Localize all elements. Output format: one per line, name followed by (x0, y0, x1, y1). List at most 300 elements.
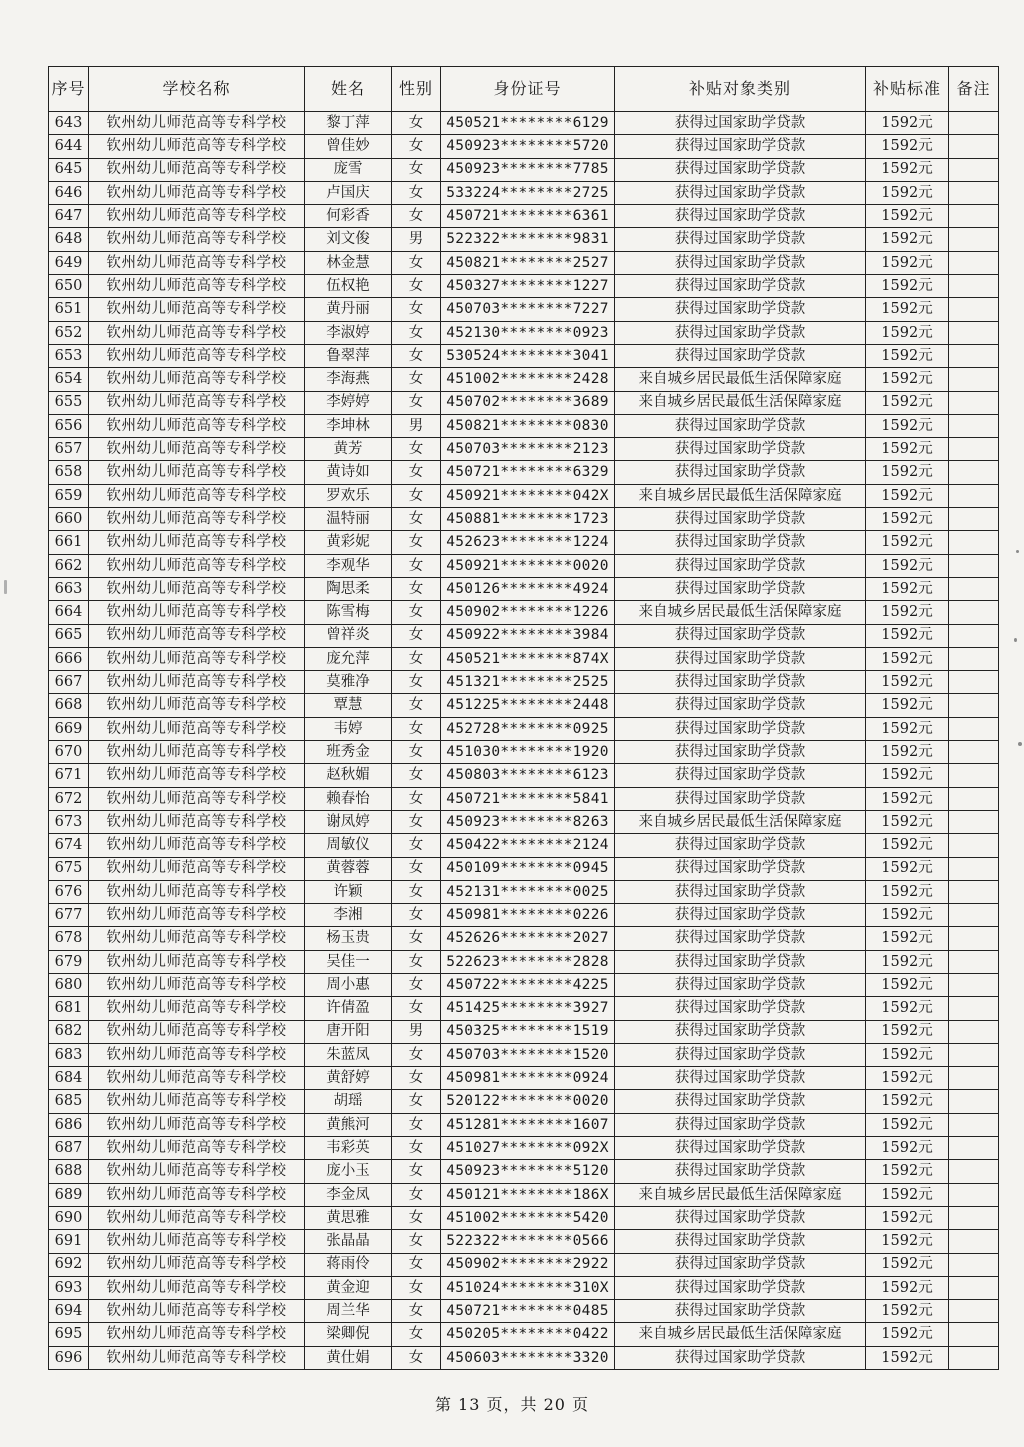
row-subsidy-category: 获得过国家助学贷款 (615, 1160, 866, 1183)
row-serial: 666 (49, 647, 89, 670)
row-school: 钦州幼儿师范高等专科学校 (89, 391, 305, 414)
table-row (49, 1253, 999, 1276)
row-id-number: 450121********186X (441, 1183, 615, 1206)
row-remarks (949, 904, 999, 927)
row-serial: 692 (49, 1253, 89, 1276)
row-gender: 女 (392, 741, 441, 764)
row-school: 钦州幼儿师范高等专科学校 (89, 554, 305, 577)
header-serial: 序号 (49, 67, 89, 112)
table-row (49, 950, 999, 973)
table-row (49, 275, 999, 298)
row-subsidy-amount: 1592元 (866, 181, 949, 204)
table-row (49, 368, 999, 391)
row-id-number: 450981********0924 (441, 1067, 615, 1090)
row-name: 李观华 (305, 554, 392, 577)
row-gender: 女 (392, 624, 441, 647)
row-school: 钦州幼儿师范高等专科学校 (89, 228, 305, 251)
header-id-number: 身份证号 (441, 67, 615, 112)
row-school: 钦州幼儿师范高等专科学校 (89, 1253, 305, 1276)
row-name: 李湘 (305, 904, 392, 927)
row-serial: 663 (49, 577, 89, 600)
row-name: 黄丹丽 (305, 298, 392, 321)
row-name: 覃慧 (305, 694, 392, 717)
row-id-number: 450821********2527 (441, 251, 615, 274)
row-subsidy-category: 获得过国家助学贷款 (615, 228, 866, 251)
row-remarks (949, 484, 999, 507)
row-id-number: 450821********0830 (441, 414, 615, 437)
row-school: 钦州幼儿师范高等专科学校 (89, 1323, 305, 1346)
row-name: 许颖 (305, 880, 392, 903)
row-subsidy-amount: 1592元 (866, 1206, 949, 1229)
row-gender: 女 (392, 251, 441, 274)
row-remarks (949, 880, 999, 903)
row-gender: 女 (392, 1067, 441, 1090)
row-serial: 665 (49, 624, 89, 647)
row-name: 曾佳妙 (305, 135, 392, 158)
row-gender: 女 (392, 764, 441, 787)
row-name: 卢国庆 (305, 181, 392, 204)
row-name: 韦婷 (305, 717, 392, 740)
row-id-number: 451027********092X (441, 1137, 615, 1160)
row-remarks (949, 112, 999, 135)
row-school: 钦州幼儿师范高等专科学校 (89, 647, 305, 670)
row-subsidy-category: 来自城乡居民最低生活保障家庭 (615, 368, 866, 391)
row-id-number: 451024********310X (441, 1276, 615, 1299)
table-row (49, 810, 999, 833)
table-row (49, 205, 999, 228)
row-id-number: 450126********4924 (441, 577, 615, 600)
table-row (49, 601, 999, 624)
row-name: 周兰华 (305, 1300, 392, 1323)
row-remarks (949, 554, 999, 577)
row-serial: 660 (49, 508, 89, 531)
row-gender: 女 (392, 1230, 441, 1253)
row-remarks (949, 624, 999, 647)
table-row (49, 484, 999, 507)
row-id-number: 451225********2448 (441, 694, 615, 717)
row-gender: 女 (392, 1160, 441, 1183)
row-id-number: 450721********0485 (441, 1300, 615, 1323)
table-row (49, 1043, 999, 1066)
row-id-number: 451002********2428 (441, 368, 615, 391)
row-name: 黄彩妮 (305, 531, 392, 554)
row-serial: 691 (49, 1230, 89, 1253)
row-remarks (949, 927, 999, 950)
row-gender: 女 (392, 321, 441, 344)
row-name: 班秀金 (305, 741, 392, 764)
row-subsidy-amount: 1592元 (866, 1276, 949, 1299)
row-subsidy-amount: 1592元 (866, 368, 949, 391)
row-remarks (949, 1300, 999, 1323)
table-row (49, 391, 999, 414)
row-subsidy-amount: 1592元 (866, 904, 949, 927)
row-name: 何彩香 (305, 205, 392, 228)
row-school: 钦州幼儿师范高等专科学校 (89, 601, 305, 624)
row-name: 庞小玉 (305, 1160, 392, 1183)
row-name: 曾祥炎 (305, 624, 392, 647)
row-name: 林金慧 (305, 251, 392, 274)
row-gender: 女 (392, 298, 441, 321)
row-subsidy-amount: 1592元 (866, 135, 949, 158)
row-subsidy-category: 获得过国家助学贷款 (615, 1230, 866, 1253)
row-subsidy-category: 获得过国家助学贷款 (615, 135, 866, 158)
row-serial: 687 (49, 1137, 89, 1160)
row-serial: 688 (49, 1160, 89, 1183)
row-remarks (949, 205, 999, 228)
row-subsidy-amount: 1592元 (866, 1300, 949, 1323)
row-id-number: 452130********0923 (441, 321, 615, 344)
row-remarks (949, 368, 999, 391)
row-serial: 647 (49, 205, 89, 228)
row-remarks (949, 1206, 999, 1229)
row-gender: 女 (392, 950, 441, 973)
row-serial: 643 (49, 112, 89, 135)
row-id-number: 451030********1920 (441, 741, 615, 764)
row-name: 周小惠 (305, 973, 392, 996)
row-name: 庞雪 (305, 158, 392, 181)
row-name: 周敏仪 (305, 834, 392, 857)
row-subsidy-amount: 1592元 (866, 1230, 949, 1253)
row-remarks (949, 1323, 999, 1346)
row-id-number: 450721********6329 (441, 461, 615, 484)
row-id-number: 452728********0925 (441, 717, 615, 740)
row-subsidy-category: 获得过国家助学贷款 (615, 904, 866, 927)
row-subsidy-amount: 1592元 (866, 1020, 949, 1043)
row-subsidy-amount: 1592元 (866, 1323, 949, 1346)
row-name: 赵秋媚 (305, 764, 392, 787)
row-id-number: 452131********0025 (441, 880, 615, 903)
row-remarks (949, 1276, 999, 1299)
row-subsidy-category: 获得过国家助学贷款 (615, 1020, 866, 1043)
row-subsidy-amount: 1592元 (866, 647, 949, 670)
table-row (49, 531, 999, 554)
row-serial: 649 (49, 251, 89, 274)
row-subsidy-amount: 1592元 (866, 717, 949, 740)
row-school: 钦州幼儿师范高等专科学校 (89, 438, 305, 461)
row-subsidy-category: 获得过国家助学贷款 (615, 1346, 866, 1369)
row-subsidy-amount: 1592元 (866, 508, 949, 531)
row-serial: 682 (49, 1020, 89, 1043)
row-subsidy-category: 获得过国家助学贷款 (615, 508, 866, 531)
row-id-number: 450721********5841 (441, 787, 615, 810)
row-id-number: 450923********5120 (441, 1160, 615, 1183)
row-id-number: 450923********8263 (441, 810, 615, 833)
table-row (49, 1137, 999, 1160)
row-subsidy-amount: 1592元 (866, 461, 949, 484)
row-gender: 女 (392, 1183, 441, 1206)
row-serial: 653 (49, 344, 89, 367)
row-gender: 女 (392, 647, 441, 670)
row-serial: 650 (49, 275, 89, 298)
row-serial: 678 (49, 927, 89, 950)
row-serial: 662 (49, 554, 89, 577)
row-id-number: 450902********1226 (441, 601, 615, 624)
row-remarks (949, 1346, 999, 1369)
row-name: 李海燕 (305, 368, 392, 391)
row-id-number: 450327********1227 (441, 275, 615, 298)
row-subsidy-category: 获得过国家助学贷款 (615, 344, 866, 367)
row-remarks (949, 414, 999, 437)
row-subsidy-category: 获得过国家助学贷款 (615, 554, 866, 577)
row-serial: 694 (49, 1300, 89, 1323)
row-subsidy-amount: 1592元 (866, 1067, 949, 1090)
row-school: 钦州幼儿师范高等专科学校 (89, 181, 305, 204)
row-serial: 645 (49, 158, 89, 181)
row-gender: 女 (392, 1300, 441, 1323)
row-subsidy-amount: 1592元 (866, 577, 949, 600)
row-remarks (949, 1020, 999, 1043)
row-serial: 681 (49, 997, 89, 1020)
row-subsidy-category: 来自城乡居民最低生活保障家庭 (615, 1323, 866, 1346)
row-subsidy-category: 获得过国家助学贷款 (615, 1300, 866, 1323)
row-name: 杨玉贵 (305, 927, 392, 950)
row-id-number: 450921********0020 (441, 554, 615, 577)
row-id-number: 533224********2725 (441, 181, 615, 204)
row-subsidy-amount: 1592元 (866, 484, 949, 507)
row-subsidy-category: 获得过国家助学贷款 (615, 1067, 866, 1090)
row-gender: 女 (392, 973, 441, 996)
row-id-number: 450721********6361 (441, 205, 615, 228)
scan-speck (1018, 742, 1022, 746)
row-remarks (949, 1230, 999, 1253)
row-subsidy-amount: 1592元 (866, 251, 949, 274)
row-subsidy-category: 获得过国家助学贷款 (615, 927, 866, 950)
row-id-number: 451321********2525 (441, 671, 615, 694)
table-row (49, 321, 999, 344)
header-remarks: 备注 (949, 67, 999, 112)
row-serial: 657 (49, 438, 89, 461)
row-subsidy-amount: 1592元 (866, 1090, 949, 1113)
row-subsidy-category: 获得过国家助学贷款 (615, 1043, 866, 1066)
row-school: 钦州幼儿师范高等专科学校 (89, 508, 305, 531)
row-gender: 女 (392, 880, 441, 903)
row-remarks (949, 764, 999, 787)
row-name: 伍权艳 (305, 275, 392, 298)
row-serial: 644 (49, 135, 89, 158)
row-serial: 659 (49, 484, 89, 507)
row-serial: 675 (49, 857, 89, 880)
row-serial: 693 (49, 1276, 89, 1299)
row-name: 黄熊河 (305, 1113, 392, 1136)
row-subsidy-category: 获得过国家助学贷款 (615, 950, 866, 973)
row-subsidy-amount: 1592元 (866, 950, 949, 973)
row-name: 黄思雅 (305, 1206, 392, 1229)
row-serial: 651 (49, 298, 89, 321)
row-school: 钦州幼儿师范高等专科学校 (89, 1113, 305, 1136)
row-id-number: 450325********1519 (441, 1020, 615, 1043)
table-row (49, 577, 999, 600)
row-subsidy-amount: 1592元 (866, 438, 949, 461)
scan-speck (1016, 550, 1019, 553)
row-id-number: 452623********1224 (441, 531, 615, 554)
row-school: 钦州幼儿师范高等专科学校 (89, 577, 305, 600)
row-gender: 女 (392, 787, 441, 810)
row-serial: 680 (49, 973, 89, 996)
row-subsidy-amount: 1592元 (866, 997, 949, 1020)
row-remarks (949, 1043, 999, 1066)
table-row (49, 717, 999, 740)
row-subsidy-category: 获得过国家助学贷款 (615, 764, 866, 787)
row-remarks (949, 1090, 999, 1113)
row-subsidy-category: 获得过国家助学贷款 (615, 112, 866, 135)
row-subsidy-category: 获得过国家助学贷款 (615, 1276, 866, 1299)
row-school: 钦州幼儿师范高等专科学校 (89, 1300, 305, 1323)
table-body (49, 112, 999, 1370)
row-gender: 女 (392, 531, 441, 554)
row-school: 钦州幼儿师范高等专科学校 (89, 112, 305, 135)
row-id-number: 450923********7785 (441, 158, 615, 181)
row-name: 鲁翠萍 (305, 344, 392, 367)
row-serial: 656 (49, 414, 89, 437)
row-serial: 677 (49, 904, 89, 927)
row-gender: 女 (392, 205, 441, 228)
row-serial: 673 (49, 810, 89, 833)
row-school: 钦州幼儿师范高等专科学校 (89, 321, 305, 344)
header-gender: 性别 (392, 67, 441, 112)
row-remarks (949, 857, 999, 880)
table-row (49, 880, 999, 903)
row-serial: 664 (49, 601, 89, 624)
row-school: 钦州幼儿师范高等专科学校 (89, 368, 305, 391)
row-gender: 女 (392, 1346, 441, 1369)
row-remarks (949, 1137, 999, 1160)
row-school: 钦州幼儿师范高等专科学校 (89, 950, 305, 973)
row-subsidy-category: 获得过国家助学贷款 (615, 438, 866, 461)
row-serial: 646 (49, 181, 89, 204)
row-remarks (949, 275, 999, 298)
row-school: 钦州幼儿师范高等专科学校 (89, 741, 305, 764)
row-gender: 女 (392, 927, 441, 950)
table-row (49, 1020, 999, 1043)
row-serial: 696 (49, 1346, 89, 1369)
row-subsidy-category: 获得过国家助学贷款 (615, 857, 866, 880)
row-name: 吴佳一 (305, 950, 392, 973)
row-subsidy-category: 获得过国家助学贷款 (615, 834, 866, 857)
row-school: 钦州幼儿师范高等专科学校 (89, 461, 305, 484)
row-gender: 男 (392, 1020, 441, 1043)
row-school: 钦州幼儿师范高等专科学校 (89, 787, 305, 810)
row-name: 李婷婷 (305, 391, 392, 414)
row-subsidy-amount: 1592元 (866, 810, 949, 833)
row-remarks (949, 228, 999, 251)
row-subsidy-category: 获得过国家助学贷款 (615, 414, 866, 437)
table-row (49, 973, 999, 996)
row-subsidy-category: 来自城乡居民最低生活保障家庭 (615, 391, 866, 414)
row-gender: 女 (392, 461, 441, 484)
row-gender: 女 (392, 694, 441, 717)
row-remarks (949, 135, 999, 158)
row-id-number: 450923********5720 (441, 135, 615, 158)
row-remarks (949, 694, 999, 717)
row-name: 赖春怡 (305, 787, 392, 810)
row-gender: 女 (392, 438, 441, 461)
table-row (49, 298, 999, 321)
row-school: 钦州幼儿师范高等专科学校 (89, 834, 305, 857)
row-subsidy-amount: 1592元 (866, 321, 949, 344)
row-subsidy-category: 获得过国家助学贷款 (615, 671, 866, 694)
header-subsidy-amount: 补贴标准 (866, 67, 949, 112)
row-name: 黄仕娟 (305, 1346, 392, 1369)
row-name: 刘文俊 (305, 228, 392, 251)
row-subsidy-category: 获得过国家助学贷款 (615, 205, 866, 228)
row-school: 钦州幼儿师范高等专科学校 (89, 1020, 305, 1043)
row-remarks (949, 577, 999, 600)
row-subsidy-amount: 1592元 (866, 158, 949, 181)
row-id-number: 450722********4225 (441, 973, 615, 996)
row-school: 钦州幼儿师范高等专科学校 (89, 275, 305, 298)
row-subsidy-category: 获得过国家助学贷款 (615, 741, 866, 764)
row-subsidy-category: 获得过国家助学贷款 (615, 647, 866, 670)
row-id-number: 450521********874X (441, 647, 615, 670)
table-row (49, 438, 999, 461)
row-gender: 女 (392, 554, 441, 577)
row-name: 李金凤 (305, 1183, 392, 1206)
row-gender: 女 (392, 275, 441, 298)
row-school: 钦州幼儿师范高等专科学校 (89, 1160, 305, 1183)
scan-speck (4, 580, 7, 594)
table-row (49, 228, 999, 251)
row-remarks (949, 834, 999, 857)
row-gender: 女 (392, 577, 441, 600)
row-subsidy-category: 获得过国家助学贷款 (615, 1113, 866, 1136)
row-id-number: 450703********1520 (441, 1043, 615, 1066)
row-school: 钦州幼儿师范高等专科学校 (89, 810, 305, 833)
row-id-number: 450422********2124 (441, 834, 615, 857)
row-subsidy-amount: 1592元 (866, 414, 949, 437)
row-school: 钦州幼儿师范高等专科学校 (89, 694, 305, 717)
row-name: 陶思柔 (305, 577, 392, 600)
row-serial: 670 (49, 741, 89, 764)
row-id-number: 522623********2828 (441, 950, 615, 973)
row-serial: 669 (49, 717, 89, 740)
row-serial: 655 (49, 391, 89, 414)
row-subsidy-amount: 1592元 (866, 601, 949, 624)
row-id-number: 450205********0422 (441, 1323, 615, 1346)
row-serial: 652 (49, 321, 89, 344)
row-school: 钦州幼儿师范高等专科学校 (89, 1346, 305, 1369)
table-row (49, 1090, 999, 1113)
table-row (49, 554, 999, 577)
row-school: 钦州幼儿师范高等专科学校 (89, 973, 305, 996)
row-school: 钦州幼儿师范高等专科学校 (89, 997, 305, 1020)
row-id-number: 450881********1723 (441, 508, 615, 531)
row-id-number: 450703********2123 (441, 438, 615, 461)
table-row (49, 1300, 999, 1323)
row-gender: 女 (392, 181, 441, 204)
row-remarks (949, 741, 999, 764)
row-name: 唐开阳 (305, 1020, 392, 1043)
row-id-number: 450702********3689 (441, 391, 615, 414)
row-gender: 女 (392, 135, 441, 158)
row-subsidy-category: 获得过国家助学贷款 (615, 997, 866, 1020)
row-school: 钦州幼儿师范高等专科学校 (89, 857, 305, 880)
table-row (49, 764, 999, 787)
row-name: 庞允萍 (305, 647, 392, 670)
table-row (49, 741, 999, 764)
row-remarks (949, 531, 999, 554)
row-name: 韦彩英 (305, 1137, 392, 1160)
table-row (49, 112, 999, 135)
row-id-number: 450703********7227 (441, 298, 615, 321)
table-row (49, 181, 999, 204)
row-subsidy-category: 获得过国家助学贷款 (615, 1206, 866, 1229)
table-row (49, 344, 999, 367)
table-row (49, 647, 999, 670)
row-id-number: 450981********0226 (441, 904, 615, 927)
row-gender: 女 (392, 997, 441, 1020)
row-name: 温特丽 (305, 508, 392, 531)
row-name: 莫雅净 (305, 671, 392, 694)
